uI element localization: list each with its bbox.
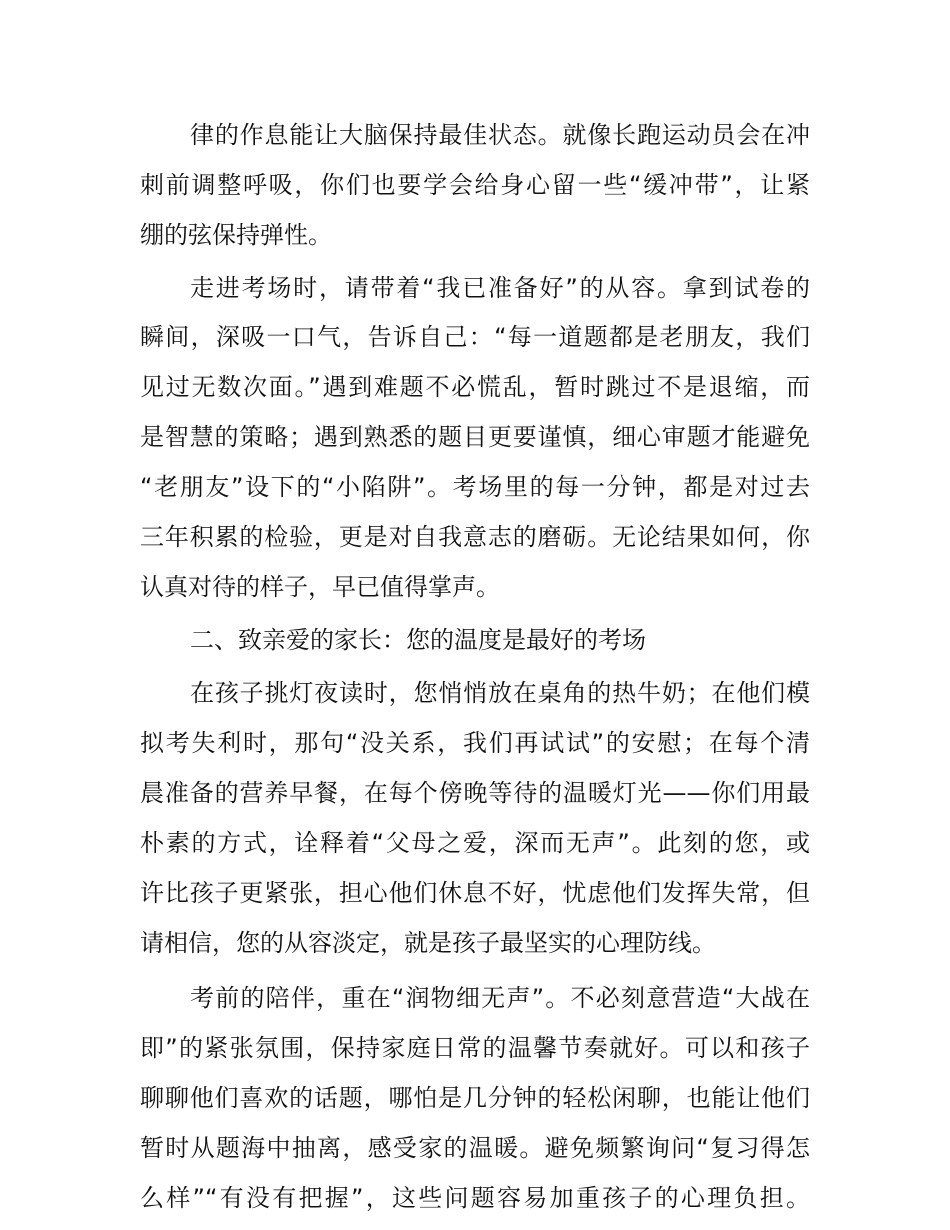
text-line: 么样”“有没有把握”，这些问题容易加重孩子的心理负担。: [140, 1184, 810, 1212]
text-line: 刺前调整呼吸，你们也要学会给身心留一些“缓冲带”，让紧: [140, 171, 810, 199]
text-line: 拟考失利时，那句“没关系，我们再试试”的安慰；在每个清: [140, 729, 810, 757]
text-line: 瞬间，深吸一口气，告诉自己：“每一道题都是老朋友，我们: [140, 323, 810, 351]
text-line: 认真对待的样子，早已值得掌声。: [140, 573, 500, 601]
heading-text: 二、致亲爱的家长：您的温度是最好的考场: [190, 626, 646, 654]
text-line: 见过无数次面。”遇到难题不必慌乱，暂时跳过不是退缩，而: [140, 373, 810, 401]
text-line: 在孩子挑灯夜读时，您悄悄放在桌角的热牛奶；在他们模: [190, 679, 810, 707]
text-line: 走进考场时，请带着“我已准备好”的从容。拿到试卷的: [190, 274, 810, 302]
text-line: 绷的弦保持弹性。: [140, 221, 332, 249]
text-line: 许比孩子更紧张，担心他们休息不好，忧虑他们发挥失常，但: [140, 879, 810, 907]
text-line: 是智慧的策略；遇到熟悉的题目更要谨慎，细心审题才能避免: [140, 423, 810, 451]
text-line: 三年积累的检验，更是对自我意志的磨砺。无论结果如何，你: [140, 523, 810, 551]
text-line: 即”的紧张氛围，保持家庭日常的温馨节奏就好。可以和孩子: [140, 1034, 810, 1062]
text-line: 晨准备的营养早餐，在每个傍晚等待的温暖灯光——你们用最: [140, 779, 810, 807]
text-line: 暂时从题海中抽离，感受家的温暖。避免频繁询问“复习得怎: [140, 1134, 810, 1162]
text-line: 聊聊他们喜欢的话题，哪怕是几分钟的轻松闲聊，也能让他们: [140, 1084, 810, 1112]
text-line: 律的作息能让大脑保持最佳状态。就像长跑运动员会在冲: [190, 121, 810, 149]
text-line: 请相信，您的从容淡定，就是孩子最坚实的心理防线。: [140, 929, 716, 957]
text-line: 考前的陪伴，重在“润物细无声”。不必刻意营造“大战在: [190, 984, 810, 1012]
text-line: 朴素的方式，诠释着“父母之爱，深而无声”。此刻的您，或: [140, 829, 810, 857]
text-line: “老朋友”设下的“小陷阱”。考场里的每一分钟，都是对过去: [140, 473, 810, 501]
